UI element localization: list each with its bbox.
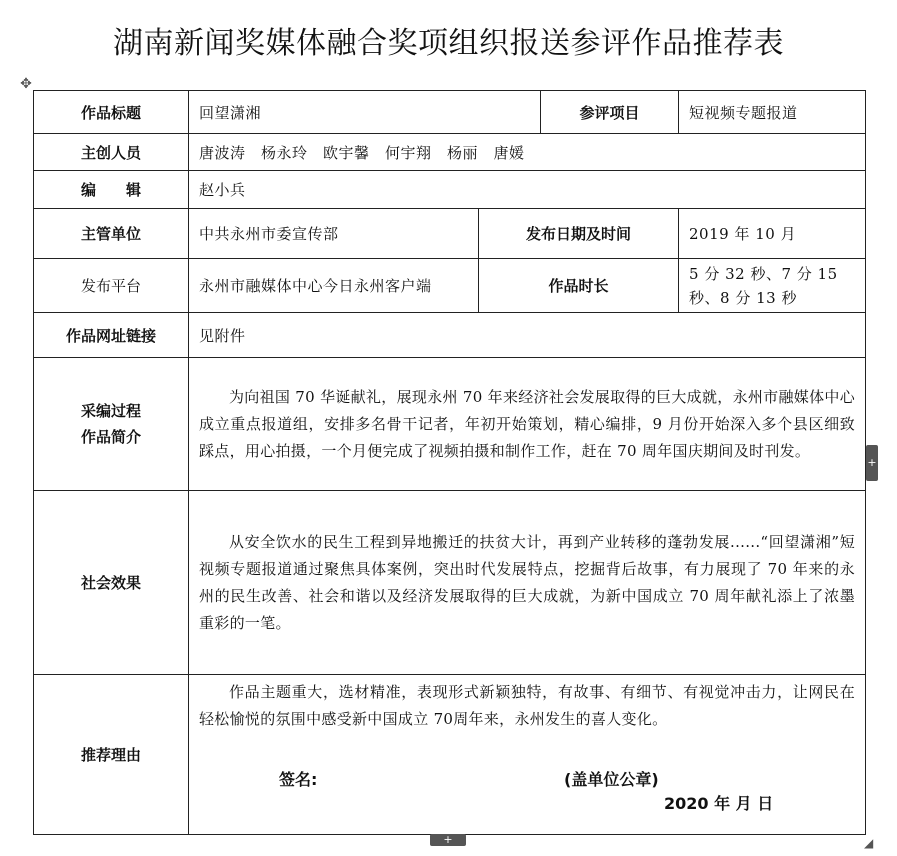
row-effect — [34, 491, 866, 675]
row-work-title — [34, 91, 866, 134]
reason-label: 推荐理由 — [34, 675, 189, 835]
duration-label: 作品时长 — [479, 259, 679, 313]
row-url — [34, 313, 866, 358]
row-platform — [34, 259, 866, 313]
editor-label: 编 辑 — [34, 171, 189, 209]
work-title-value[interactable]: 回望潇湘 — [189, 91, 541, 134]
resize-corner-icon[interactable]: ◢ — [864, 836, 874, 850]
effect-text: 从安全饮水的民生工程到异地搬迁的扶贫大计，再到产业转移的蓬勃发展......“回望潇湘”短视频专题报道通过聚焦具体案例，突出时代发展特点，挖掘背后故事，有力展现了 70 年来的永州的民生改善、社会和谐以及经济发展取得的巨大成就，为新中国成立 70 周年献礼添上了浓墨重彩的一笔。 — [199, 532, 856, 632]
signature-area — [199, 767, 855, 815]
process-label — [34, 358, 189, 491]
effect-label: 社会效果 — [34, 491, 189, 675]
signature-label: 签名: — [279, 770, 318, 789]
platform-value[interactable]: 永州市融媒体中心今日永州客户端 — [189, 259, 479, 313]
row-creators — [34, 134, 866, 171]
creators-label: 主创人员 — [34, 134, 189, 171]
sign-date: 2020 年 月 日 — [664, 794, 774, 813]
effect-cell[interactable] — [189, 491, 866, 675]
duration-value[interactable]: 5 分 32 秒、7 分 15 秒、8 分 13 秒 — [679, 259, 866, 313]
category-label: 参评项目 — [541, 91, 679, 134]
platform-label: 发布平台 — [34, 259, 189, 313]
reason-cell[interactable] — [189, 675, 866, 835]
creators-value[interactable]: 唐波涛 杨永玲 欧宇馨 何宇翔 杨丽 唐媛 — [189, 134, 866, 171]
plus-icon[interactable]: + — [430, 834, 466, 846]
supervisor-label: 主管单位 — [34, 209, 189, 259]
seal-label: (盖单位公章) — [564, 770, 659, 789]
editor-value[interactable]: 赵小兵 — [189, 171, 866, 209]
page-title: 湖南新闻奖媒体融合奖项组织报送参评作品推荐表 — [113, 26, 784, 61]
reason-text: 作品主题重大，选材精准，表现形式新颖独特，有故事、有细节、有视觉冲击力，让网民在轻松愉悦的氛围中感受新中国成立 70周年来，永州发生的喜人变化。 — [199, 683, 856, 728]
url-label: 作品网址链接 — [34, 313, 189, 358]
process-cell[interactable] — [189, 358, 866, 491]
row-supervisor — [34, 209, 866, 259]
plus-icon[interactable]: + — [866, 445, 878, 481]
url-value[interactable]: 见附件 — [189, 313, 866, 358]
move-arrows-icon[interactable]: ✥ — [20, 76, 32, 92]
publish-date-value[interactable]: 2019 年 10 月 — [679, 209, 866, 259]
recommendation-form-table — [33, 90, 866, 835]
supervisor-value[interactable]: 中共永州市委宣传部 — [189, 209, 479, 259]
process-text: 为向祖国 70 华诞献礼，展现永州 70 年来经济社会发展取得的巨大成就，永州市融媒体中心成立重点报道组，安排多名骨干记者，年初开始策划，精心编排，9 月份开始深入多个县区细致踩点，用心拍摄，一个月便完成了视频拍摄和制作工作，赶在 70 周年国庆期间及时刊发。 — [199, 387, 856, 460]
publish-date-label: 发布日期及时间 — [479, 209, 679, 259]
process-label-line2: 作品简介 — [80, 428, 141, 446]
process-label-line1: 采编过程 — [80, 402, 141, 420]
row-editor — [34, 171, 866, 209]
row-process — [34, 358, 866, 491]
work-title-label: 作品标题 — [34, 91, 189, 134]
category-value[interactable]: 短视频专题报道 — [679, 91, 866, 134]
row-reason — [34, 675, 866, 835]
